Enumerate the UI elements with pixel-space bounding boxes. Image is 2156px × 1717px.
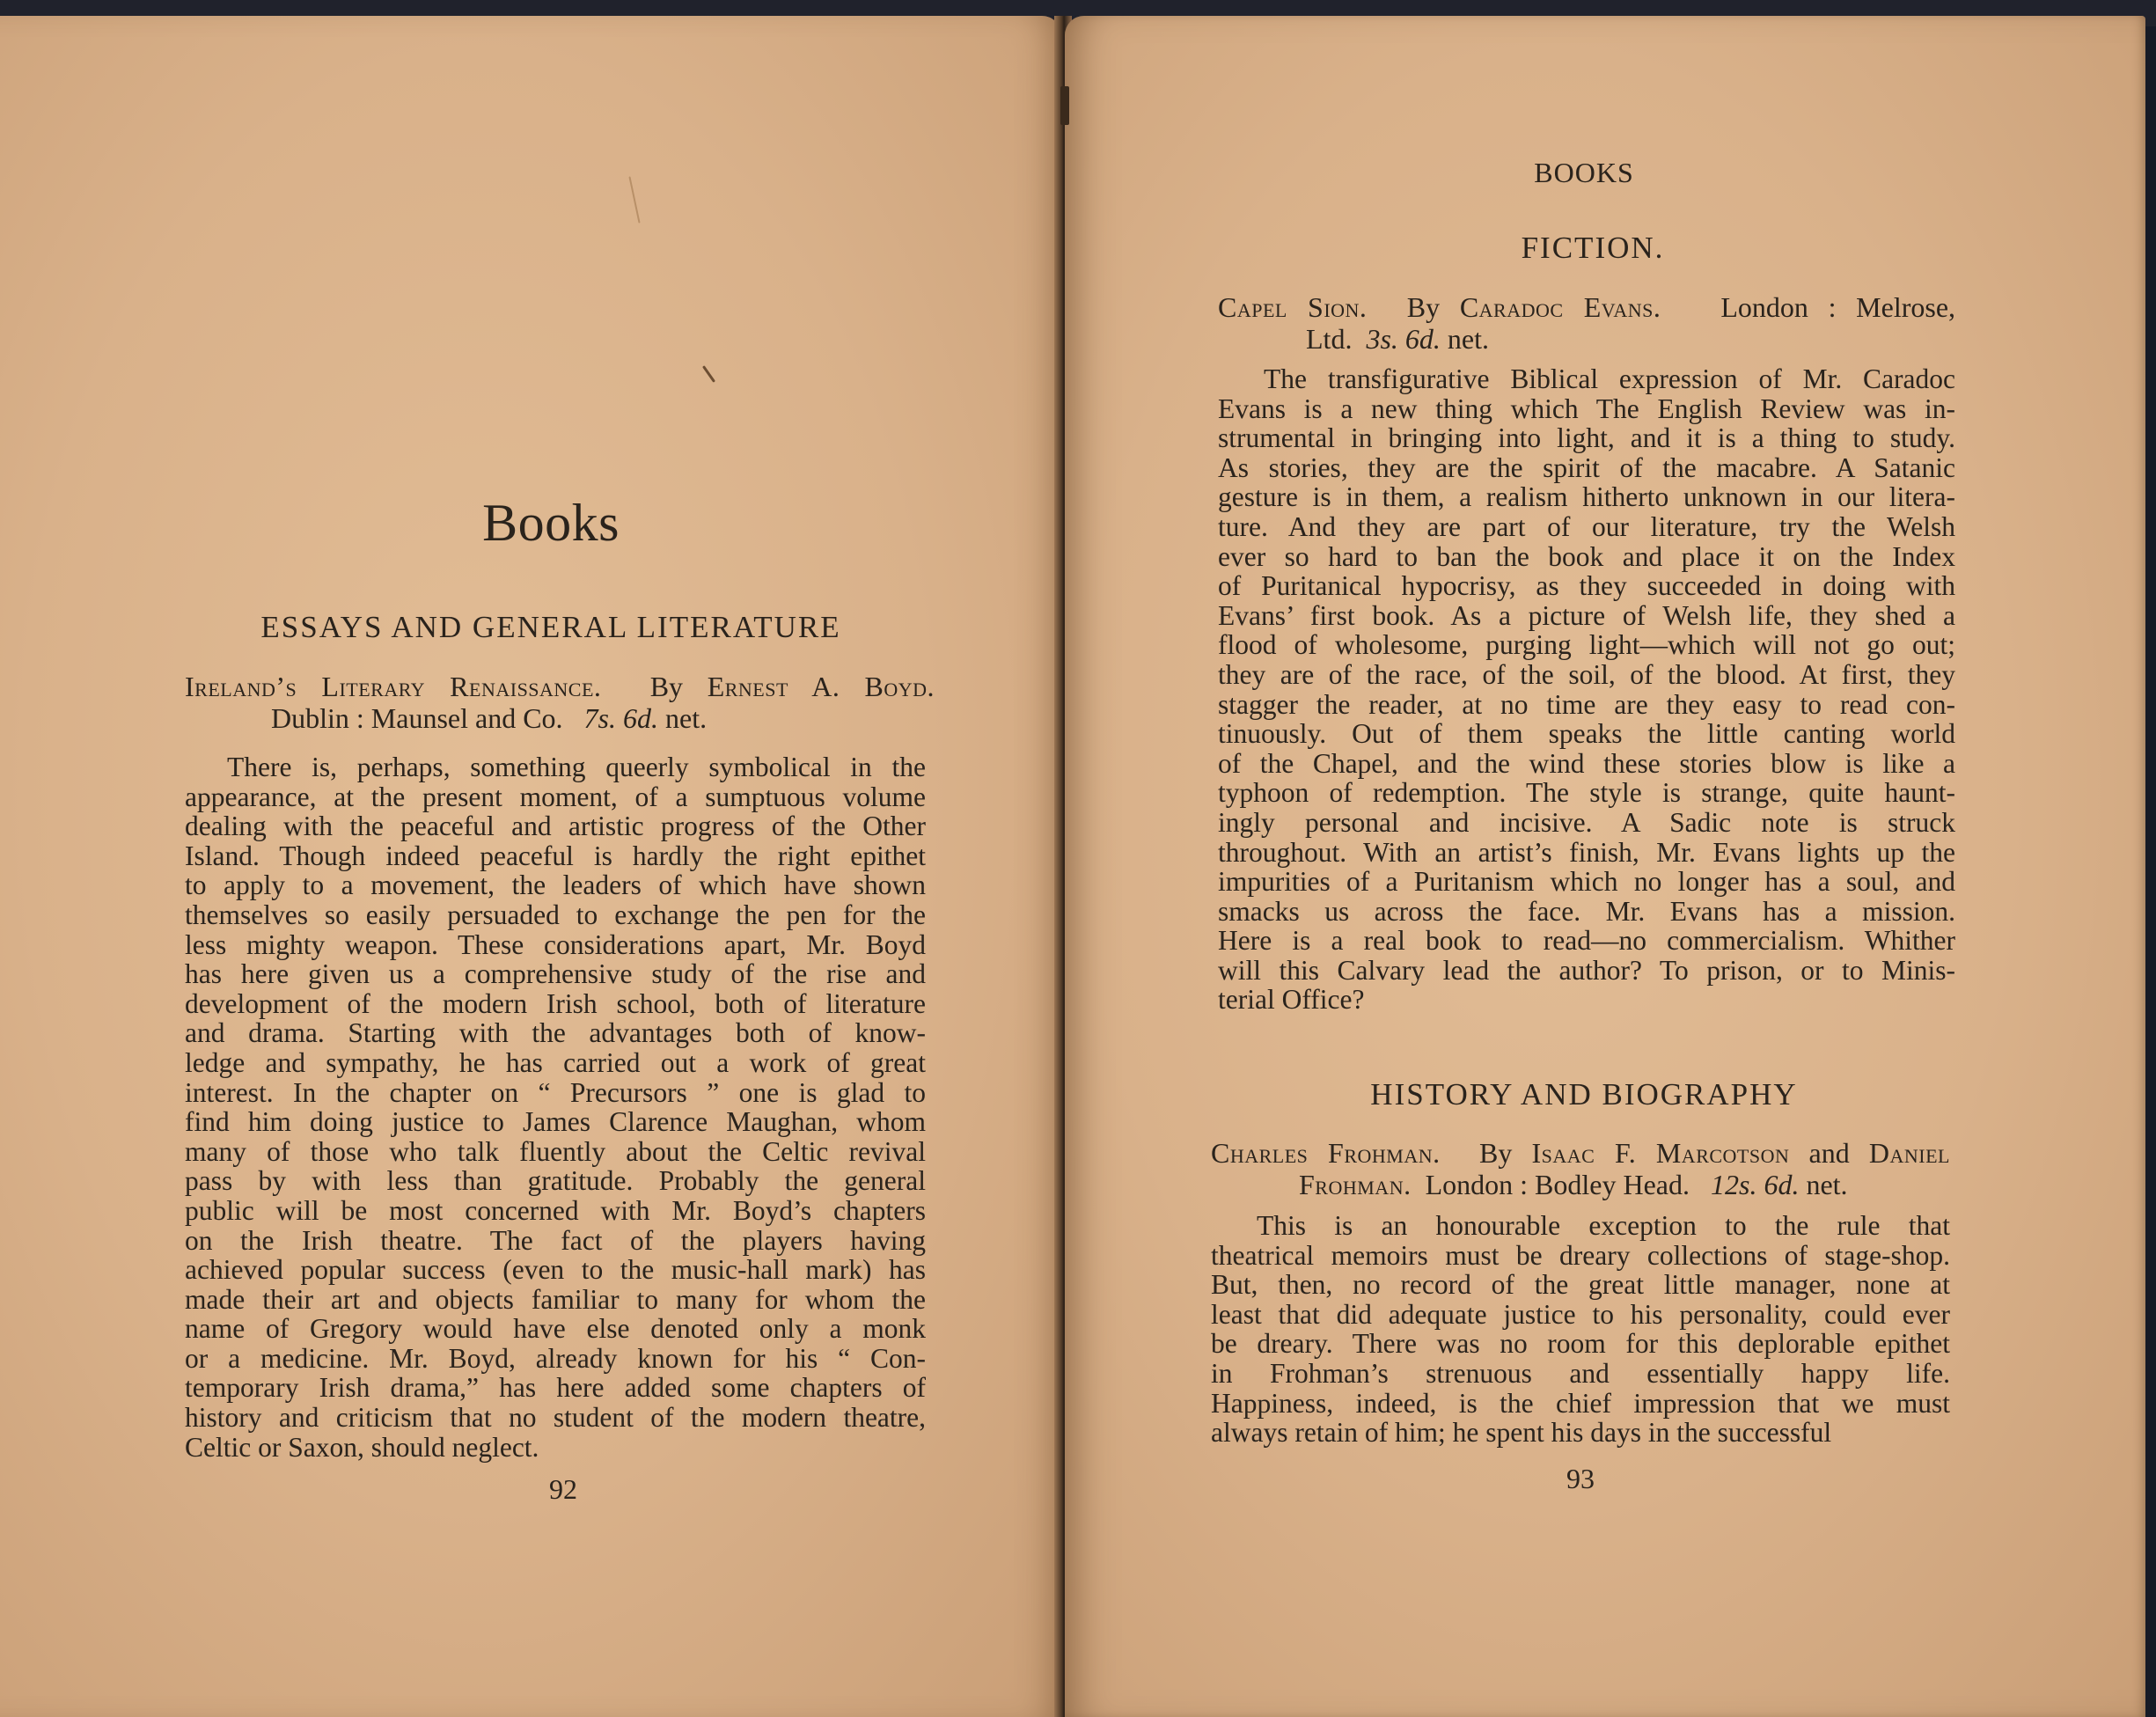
review-line: ture. And they are part of our literature, try the Welsh: [1218, 510, 1955, 542]
review-line: they are of the race, of the soil, of the blood. At first, they: [1218, 658, 1955, 690]
review-line: Celtic or Saxon, should neglect.: [185, 1431, 539, 1463]
book-price: 12s. 6d.: [1710, 1169, 1800, 1200]
book-price: 3s. 6d.: [1366, 323, 1441, 355]
binding-thread: [1060, 86, 1069, 125]
review-line: temporary Irish drama,” has here added some chapters of: [185, 1372, 926, 1404]
book-author-2-cont: Frohman.: [1299, 1169, 1412, 1200]
review-line: Island. Though indeed peaceful is hardly the right epithet: [185, 840, 926, 871]
review-line: or a medicine. Mr. Boyd, already known for his “ Con-: [185, 1342, 926, 1374]
review-line: on the Irish theatre. The fact of the players having: [185, 1224, 926, 1256]
by-label: By: [649, 671, 684, 702]
entry-line-1: [185, 671, 935, 702]
by-label: By: [1406, 291, 1441, 323]
review-line: Here is a real book to read—no commercialism. Whither: [1218, 925, 1955, 957]
review-line: ledge and sympathy, he has carried out a work of great: [185, 1046, 926, 1078]
review-line: development of the modern Irish school, both of literature: [185, 987, 926, 1019]
book-price: 7s. 6d.: [583, 702, 658, 734]
review-line: dealing with the peaceful and artistic progress of the Other: [185, 811, 926, 842]
review-line: of Puritanical hypocrisy, as they succeeded in doing with: [1218, 570, 1955, 602]
book-entry-charles-frohman: [1211, 1137, 1950, 1200]
book-title: Charles Frohman.: [1211, 1137, 1441, 1169]
review-line: find him doing justice to James Clarence Maughan, whom: [185, 1106, 926, 1138]
review-line: many of those who talk fluently about the Celtic revival: [185, 1135, 926, 1167]
book-author: Isaac F. Marcotson: [1531, 1137, 1790, 1169]
review-line: impurities of a Puritanism which no longer has a soul, and: [1218, 866, 1955, 898]
review-line: achieved popular success (even to the music-hall mark) has: [185, 1254, 926, 1286]
book-title: Capel Sion.: [1218, 291, 1368, 323]
review-line: themselves so easily persuaded to exchange the pen for the: [185, 899, 926, 930]
book-author-2: Daniel: [1868, 1137, 1950, 1169]
review-line: This is an honourable exception to the rule that: [1257, 1210, 1950, 1241]
review-line: The transfigurative Biblical expression of Mr. Caradoc: [1264, 363, 1955, 394]
review-line: There is, perhaps, something queerly symbolical in the: [227, 752, 926, 782]
review-line: in Frohman’s strenuous and essentially happy life.: [1211, 1357, 1950, 1389]
review-line: always retain of him; he spent his days in the successful: [1211, 1417, 1832, 1449]
review-line: throughout. With an artist’s finish, Mr. Evans lights up the: [1218, 836, 1955, 868]
and-label: and: [1808, 1137, 1850, 1169]
book-title: Ireland’s Literary Renaissance.: [185, 671, 602, 702]
review-line: Happiness, indeed, is the chief impression that we must: [1211, 1387, 1950, 1419]
book-net: net.: [1806, 1169, 1848, 1200]
book-net: net.: [1447, 323, 1489, 355]
page-number-left: 92: [549, 1473, 577, 1505]
review-line: Evans’ first book. As a picture of Welsh life, they shed a: [1218, 599, 1955, 631]
book-author: Ernest A. Boyd.: [707, 671, 935, 702]
review-line: tinuously. Out of them speaks the little canting world: [1218, 718, 1955, 750]
entry-line-1: [1211, 1137, 1950, 1169]
review-line: has here given us a comprehensive study of the rise and: [185, 958, 926, 990]
review-line: stagger the reader, at no time are they easy to read con-: [1218, 688, 1955, 720]
review-line: and drama. Starting with the advantages both of know-: [185, 1017, 926, 1049]
entry-line-1: [1218, 291, 1955, 323]
review-text-capel-sion: [1218, 364, 1955, 1015]
review-line: be dreary. There was no room for this deplorable epithet: [1211, 1328, 1950, 1360]
review-line: to apply to a movement, the leaders of which have shown: [185, 870, 926, 901]
review-text-charles-frohman: [1211, 1211, 1950, 1448]
review-line: pass by with less than gratitude. Probably the general: [185, 1165, 926, 1197]
review-line: interest. In the chapter on “ Precursors ” one is glad to: [185, 1076, 926, 1108]
review-text-irelands-literary-renaissance: [185, 752, 926, 1462]
review-line: typhoon of redemption. The style is strange, quite haunt-: [1218, 777, 1955, 809]
review-line: name of Gregory would have else denoted only a monk: [185, 1313, 926, 1345]
review-line: flood of wholesome, purging light—which will not go out;: [1218, 629, 1955, 661]
entry-line-2: [1218, 323, 1955, 355]
review-line: public will be most concerned with Mr. Boyd’s chapters: [185, 1194, 926, 1226]
running-head: BOOKS: [1534, 157, 1634, 188]
review-line: smacks us across the face. Mr. Evans has a mission.: [1218, 895, 1955, 927]
review-line: will this Calvary lead the author? To prison, or to Minis-: [1218, 954, 1955, 986]
entry-line-2: [1211, 1169, 1950, 1200]
section-heading-history: HISTORY AND BIOGRAPHY: [1370, 1077, 1798, 1112]
review-line: history and criticism that no student of the modern theatre,: [185, 1402, 926, 1434]
review-line: theatrical memoirs must be dreary collections of stage-shop.: [1211, 1239, 1950, 1271]
section-heading-essays: ESSAYS AND GENERAL LITERATURE: [260, 610, 841, 644]
review-line: gesture is in them, a realism hitherto unknown in our litera-: [1218, 481, 1955, 513]
book-publisher-cont: Ltd.: [1306, 323, 1353, 355]
entry-line-2: [185, 702, 935, 734]
book-publisher: London : Bodley Head.: [1425, 1169, 1690, 1200]
review-line: of the Chapel, and the wind these stories blow is like a: [1218, 747, 1955, 779]
review-line: Evans is a new thing which The English Review was in-: [1218, 393, 1955, 424]
page-title: Books: [482, 494, 620, 552]
page-number-right: 93: [1566, 1463, 1595, 1494]
book-entry-irelands-literary-renaissance: [185, 671, 935, 734]
book-entry-capel-sion: [1218, 291, 1955, 355]
review-line: ever so hard to ban the book and place it on the Index: [1218, 540, 1955, 572]
review-line: But, then, no record of the great little manager, none at: [1211, 1269, 1950, 1301]
review-line: As stories, they are the spirit of the macabre. A Satanic: [1218, 451, 1955, 483]
book-publisher: London : Melrose,: [1720, 291, 1956, 323]
review-line: strumental in bringing into light, and it is a thing to study.: [1218, 422, 1955, 454]
cover-edge: [2145, 26, 2156, 1717]
book-net: net.: [664, 702, 708, 734]
review-line: ingly personal and incisive. A Sadic note is struck: [1218, 806, 1955, 838]
review-line: least that did adequate justice to his personality, could ever: [1211, 1298, 1950, 1330]
review-line: terial Office?: [1218, 984, 1365, 1016]
section-heading-fiction: FICTION.: [1521, 231, 1665, 265]
review-line: made their art and objects familiar to many for whom the: [185, 1283, 926, 1315]
review-line: appearance, at the present moment, of a sumptuous volume: [185, 781, 926, 812]
review-line: less mighty weapon. These considerations apart, Mr. Boyd: [185, 928, 926, 960]
book-publisher: Dublin : Maunsel and Co.: [271, 702, 563, 734]
by-label: By: [1478, 1137, 1513, 1169]
book-author: Caradoc Evans.: [1459, 291, 1661, 323]
